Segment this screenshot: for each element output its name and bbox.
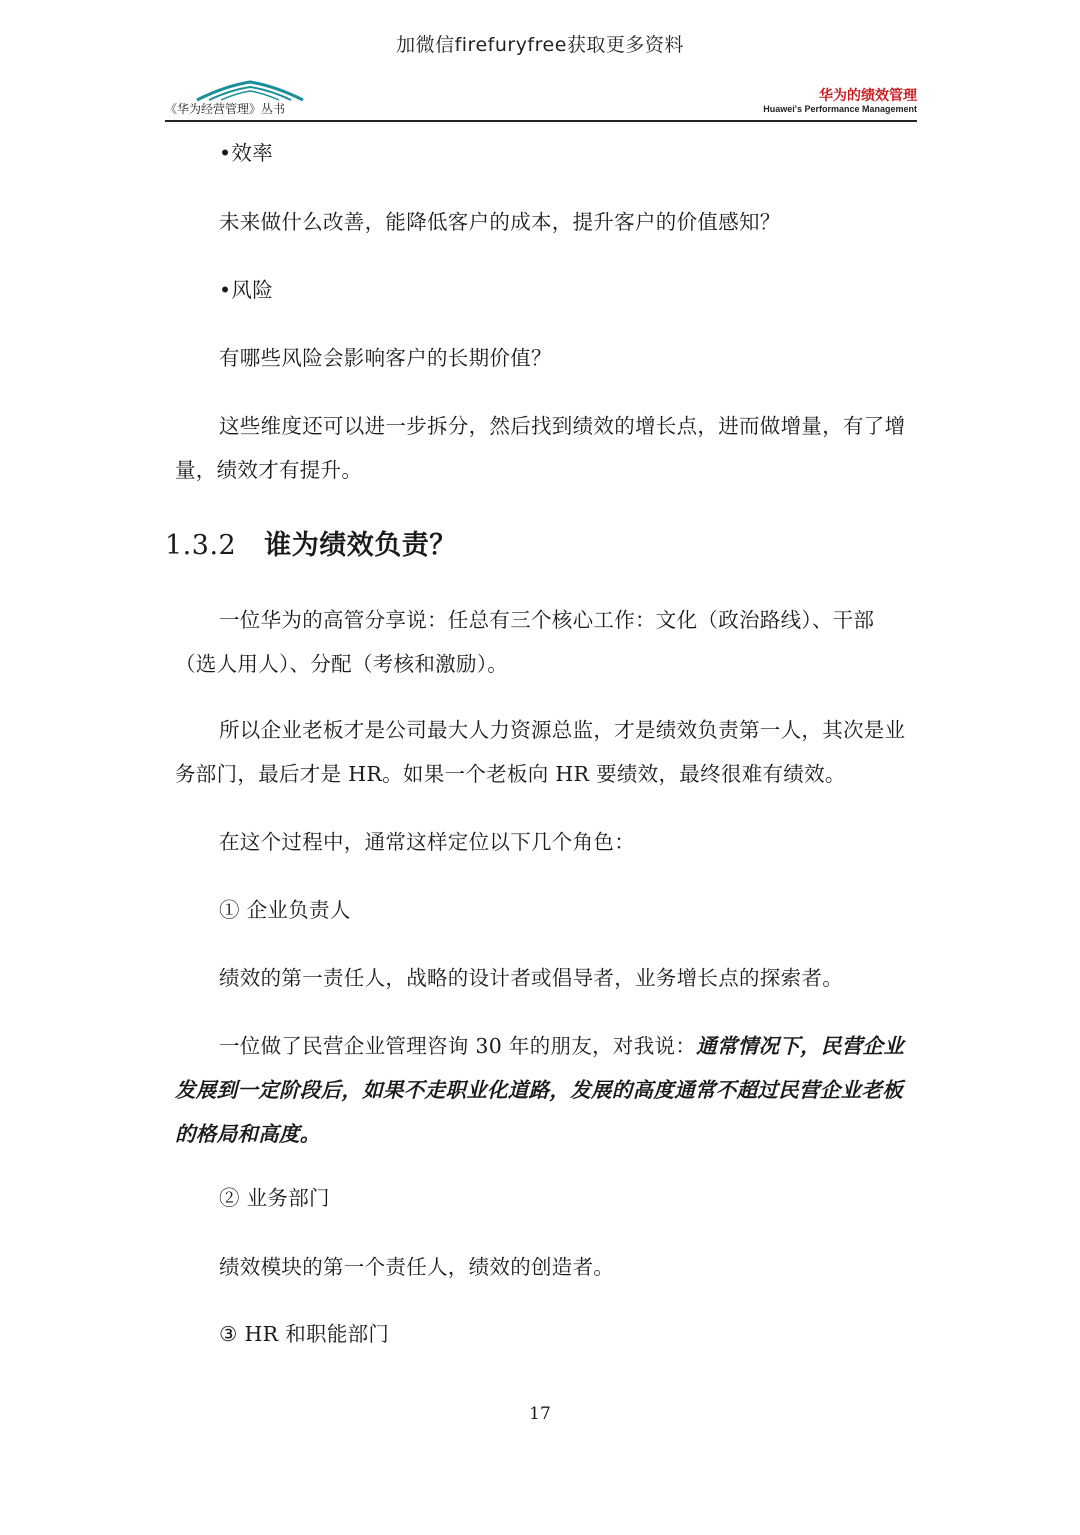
page-header <box>165 78 917 122</box>
role1-description: 绩效的第一责任人，战略的设计者或倡导者，业务增长点的探索者。 <box>219 966 843 990</box>
page-number: 17 <box>529 1404 551 1424</box>
paragraph-dimensions: 这些维度还可以进一步拆分，然后找到绩效的增长点，进而做增量，有了增量，绩效才有提升。 <box>175 414 906 482</box>
paragraph-boss: 所以企业老板才是公司最大人力资源总监，才是绩效负责第一人，其次是业务部门，最后才是 HR。如果一个老板向 HR 要绩效，最终很难有绩效。 <box>175 718 906 786</box>
role2-description: 绩效模块的第一个责任人，绩效的创造者。 <box>219 1255 615 1279</box>
paragraph-risk: 有哪些风险会影响客户的长期价值？ <box>219 346 552 370</box>
section-title: 谁为绩效负责？ <box>264 530 457 561</box>
friend-quote: 通常情况下，民营企业发展到一定阶段后，如果不走职业化道路，发展的高度通常不超过民营企业老板的格局和高度。 <box>175 1034 905 1146</box>
header-divider <box>165 120 917 122</box>
book-brand <box>763 88 917 115</box>
series-title: 《华为经营管理》丛书 <box>165 102 286 116</box>
role3-title: ③ HR 和职能部门 <box>219 1322 390 1346</box>
section-number: 1.3.2 <box>165 530 237 561</box>
paragraph-roles: 在这个过程中，通常这样定位以下几个角色： <box>219 830 635 854</box>
role1-title: ① 企业负责人 <box>219 898 351 922</box>
bullet-efficiency: •效率 <box>219 141 273 165</box>
paragraph-exec: 一位华为的高管分享说：任总有三个核心工作：文化（政治路线）、干部（选人用人）、分配（考核和激励）。 <box>175 608 875 676</box>
series-logo-icon <box>195 78 305 102</box>
watermark-banner: 加微信firefuryfree获取更多资料 <box>396 34 684 56</box>
role2-title: ② 业务部门 <box>219 1186 330 1210</box>
brand-title-cn: 华为的绩效管理 <box>819 88 917 104</box>
bullet-risk: •风险 <box>219 278 273 302</box>
paragraph-efficiency: 未来做什么改善，能降低客户的成本，提升客户的价值感知？ <box>219 210 781 234</box>
paragraph-friend <box>175 1024 915 1156</box>
friend-lead: 一位做了民营企业管理咨询 30 年的朋友，对我说： <box>219 1034 697 1058</box>
brand-title-en: Huawei's Performance Management <box>763 104 917 114</box>
section-heading <box>165 524 457 568</box>
